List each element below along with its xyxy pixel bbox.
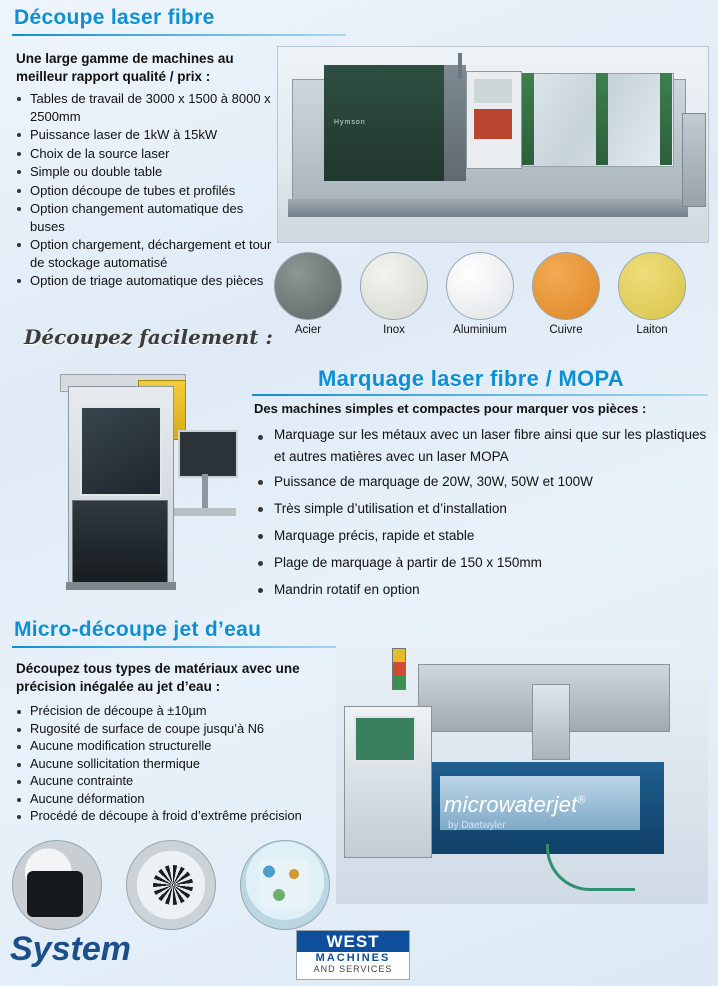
list-item: Aucune contrainte — [14, 773, 348, 790]
waterjet-machine-photo — [336, 644, 708, 904]
machine-side-unit — [682, 113, 706, 207]
machine-brand-label: Hymson — [334, 119, 366, 126]
monitor-stand — [202, 474, 208, 508]
machine-lower-door — [72, 500, 168, 584]
marking-machine-photo — [32, 368, 240, 596]
waterjet-lead: Découpez tous types de matériaux avec une précision inégalée au jet d’eau : — [16, 661, 300, 694]
machine-feet — [66, 582, 176, 590]
fiber-cutting-bullets — [14, 90, 272, 291]
fiber-laser-machine-photo — [277, 46, 709, 243]
list-item: Option chargement, déchargement et tour de stockage automatisé — [14, 236, 272, 271]
list-item: Précision de découpe à ±10µm — [14, 703, 348, 720]
list-item: Mandrin rotatif en option — [252, 577, 708, 603]
section-title-waterjet: Micro-découpe jet d’eau — [14, 618, 262, 641]
waterjet-bullets — [14, 703, 348, 826]
marking-bullets — [252, 424, 708, 604]
cutting-head — [532, 684, 570, 760]
brand-text-micro: microwaterjet — [444, 792, 578, 817]
section-rule-marking — [252, 394, 708, 396]
brand-registered-mark: ® — [577, 794, 586, 807]
fiber-cutting-subtitle: Découpez facilement : — [24, 325, 273, 349]
material-cuivre — [530, 252, 602, 336]
machine-keyboard — [174, 508, 236, 516]
west-logo-line2: MACHINES — [315, 952, 391, 964]
waterjet-brand-sub: by Daetwyler — [448, 820, 506, 831]
machine-column — [444, 65, 466, 181]
list-item: Aucune sollicitation thermique — [14, 756, 348, 773]
machine-green-post-right — [660, 73, 672, 165]
list-item: Marquage précis, rapide et stable — [252, 523, 708, 549]
material-label: Aluminium — [453, 324, 507, 336]
signal-tower-lamp — [392, 648, 406, 690]
material-swatch — [618, 252, 686, 320]
logo-text: System — [10, 930, 131, 968]
company-logo — [10, 930, 131, 969]
material-swatch — [446, 252, 514, 320]
west-logo-line1: WEST — [297, 931, 409, 952]
machine-tube — [458, 53, 462, 79]
list-item: Choix de la source laser — [14, 145, 272, 163]
list-item: Option découpe de tubes et profilés — [14, 182, 272, 200]
list-item: Option changement automatique des buses — [14, 200, 272, 235]
list-item: Puissance laser de 1kW à 15kW — [14, 126, 272, 144]
sample-parts-photos — [8, 840, 348, 932]
list-item: Très simple d’utilisation et d’installation — [252, 496, 708, 522]
material-label: Acier — [294, 324, 322, 336]
list-item: Plage de marquage à partir de 150 x 150mm — [252, 550, 708, 576]
list-item: Simple ou double table — [14, 163, 272, 181]
material-laiton — [616, 252, 688, 336]
list-item: Tables de travail de 3000 x 1500 à 8000 x 2500mm — [14, 90, 272, 125]
material-label: Cuivre — [549, 324, 583, 336]
sample-photo-1 — [12, 840, 102, 930]
list-item: Procédé de découpe à froid d’extrême précision — [14, 808, 348, 825]
fiber-cutting-lead: Une large gamme de machines au meilleur rapport qualité / prix : — [16, 51, 234, 84]
waterjet-brand-label — [444, 792, 586, 818]
list-item: Marquage sur les métaux avec un laser fibre ainsi que sur les plastiques et autres matières avec un laser MOPA — [252, 424, 708, 468]
sample-photo-2 — [126, 840, 216, 930]
list-item: Puissance de marquage de 20W, 30W, 50W et 100W — [252, 469, 708, 495]
machine-base — [288, 199, 688, 217]
section-rule-fiber-cutting — [12, 34, 346, 36]
control-screen — [354, 716, 416, 762]
material-acier — [272, 252, 344, 336]
section-title-fiber-cutting: Découpe laser fibre — [14, 6, 215, 29]
list-item: Rugosité de surface de coupe jusqu’à N6 — [14, 721, 348, 738]
material-swatch — [532, 252, 600, 320]
list-item: Aucune modification structurelle — [14, 738, 348, 755]
material-inox — [358, 252, 430, 336]
material-swatches — [272, 252, 708, 348]
machine-green-post-mid — [596, 73, 608, 165]
machine-window — [80, 406, 162, 496]
list-item: Option de triage automatique des pièces — [14, 272, 272, 290]
material-swatch — [274, 252, 342, 320]
west-machines-logo — [296, 930, 410, 980]
section-title-marking: Marquage laser fibre / MOPA — [318, 366, 624, 391]
material-aluminium — [444, 252, 516, 336]
machine-panel-screen — [474, 109, 512, 139]
material-swatch — [360, 252, 428, 320]
west-logo-line3: AND SERVICES — [313, 964, 393, 974]
sample-photo-3 — [240, 840, 330, 930]
list-item: Aucune déformation — [14, 791, 348, 808]
material-label: Laiton — [636, 324, 668, 336]
marking-lead: Des machines simples et compactes pour marquer vos pièces : — [254, 401, 647, 416]
material-label: Inox — [383, 324, 405, 336]
section-rule-waterjet — [12, 646, 350, 648]
machine-green-post-left — [522, 73, 534, 165]
machine-monitor — [178, 430, 238, 478]
machine-panel-upper — [474, 79, 512, 103]
